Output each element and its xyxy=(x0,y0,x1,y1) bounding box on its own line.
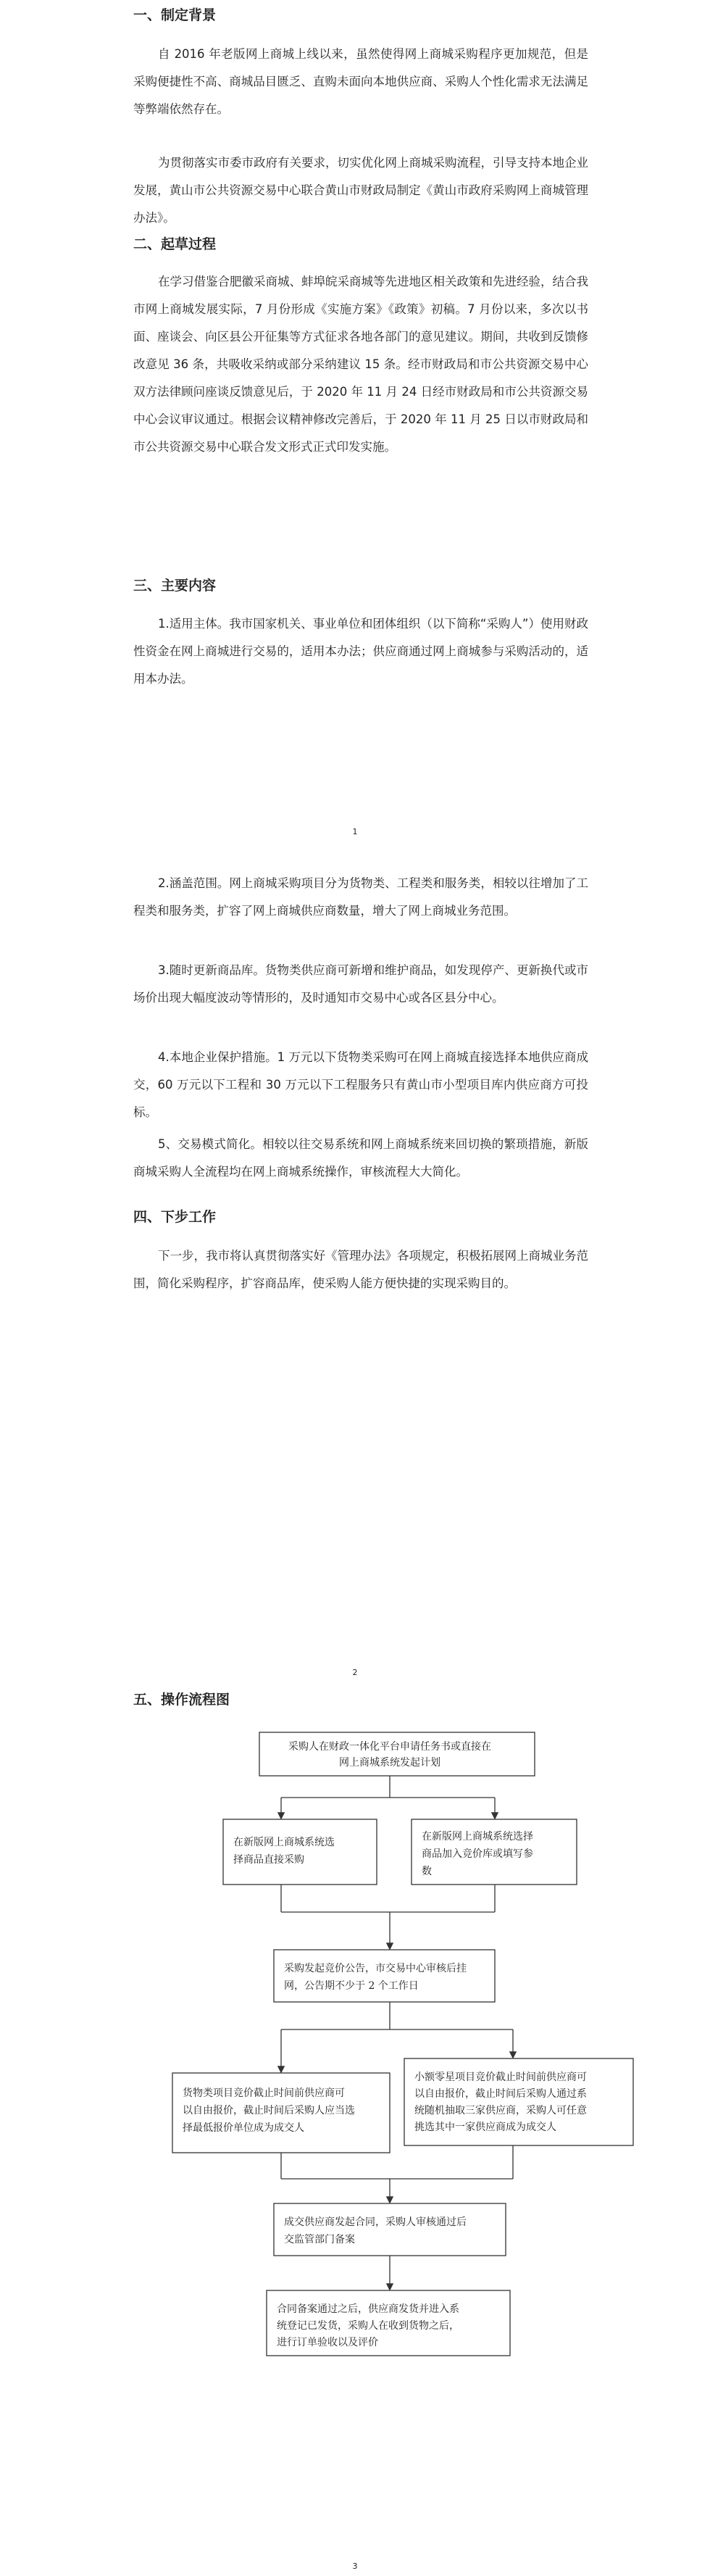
content-paragraph-2: 2.涵盖范围。网上商城采购项目分为货物类、工程类和服务类，相较以往增加了工程类和服务类，扩容了网上商城供应商数量，增大了网上商城业务范围。 xyxy=(133,876,588,918)
flow-box-bid-announcement xyxy=(274,1950,495,2002)
flow-box5-line-3: 择最低报价单位成为成交人 xyxy=(183,2122,304,2134)
flow-box5-line-2: 以自由报价，截止时间后采购人应当选 xyxy=(183,2105,355,2116)
flow-box6-line-3: 统随机抽取三家供应商，采购人可任意 xyxy=(414,2105,587,2116)
flow-box-start xyxy=(259,1732,535,1776)
flow-box8-line-3: 进行订单验收以及评价 xyxy=(277,2337,378,2348)
flow-box7-line-2: 交监管部门备案 xyxy=(284,2234,355,2245)
flow-box8-line-1: 合同备案通过之后，供应商发货并进入系 xyxy=(277,2303,459,2315)
flow-box3-line-3: 数 xyxy=(422,1866,432,1877)
section-5-heading: 五、操作流程图 xyxy=(133,1692,230,1708)
flow-box1-line-2: 网上商城系统发起计划 xyxy=(339,1757,440,1769)
section-4-heading: 四、下步工作 xyxy=(133,1209,217,1225)
section-4-paragraph-1: 下一步，我市将认真贯彻落实好《管理办法》各项规定，积极拓展网上商城业务范围，简化采购程序，扩容商品库，使采购人能方便快捷的实现采购目的。 xyxy=(133,1249,588,1290)
operation-flowchart xyxy=(0,1725,710,2551)
flow-box3-line-2: 商品加入竞价库或填写参 xyxy=(422,1848,533,1860)
flow-box6-line-4: 挑选其中一家供应商成为成交人 xyxy=(414,2122,556,2133)
flow-box4-line-2: 网，公告期不少于 2 个工作日 xyxy=(284,1980,419,1992)
flow-box3-line-1: 在新版网上商城系统选择 xyxy=(422,1831,533,1842)
flow-box6-line-1: 小额零星项目竞价截止时间前供应商可 xyxy=(414,2072,587,2083)
section-1-heading: 一、制定背景 xyxy=(133,7,217,23)
flow-box6-line-2: 以自由报价，截止时间后采购人通过系 xyxy=(414,2088,587,2100)
content-paragraph-5: 5、交易模式简化。相较以往交易系统和网上商城系统来回切换的繁琐措施，新版商城采购人全流程均在网上商城系统操作，审核流程大大简化。 xyxy=(133,1137,588,1179)
flow-box7-line-1: 成交供应商发起合同，采购人审核通过后 xyxy=(284,2216,467,2228)
page-number-3: 3 xyxy=(352,2562,358,2571)
flow-box1-line-1: 采购人在财政一体化平台申请任务书或直接在 xyxy=(288,1741,491,1753)
page-number-1: 1 xyxy=(352,827,358,836)
page-number-2: 2 xyxy=(352,1668,358,1677)
section-3-paragraph-1: 1.适用主体。我市国家机关、事业单位和团体组织（以下简称“采购人”）使用财政性资金在网上商城进行交易的，适用本办法；供应商通过网上商城参与采购活动的，适用本办法。 xyxy=(133,617,588,686)
section-2-paragraph-1: 在学习借鉴合肥徽采商城、蚌埠皖采商城等先进地区相关政策和先进经验，结合我市网上商城发展实际，7 月份形成《实施方案》《政策》初稿。7 月份以来，多次以书面、座谈会、向区县公开征集等方式征求各地各部门的意见建议。期间，共收到反馈修改意见 36 条，共吸收采纳或部分采纳建议 15 条。经市财政局和市公共资源交易中心双方法律顾问座谈反馈意见后，于 2020 年 11 月 24 日经市财政局和市公共资源交易中心会议审议通过。根据会议精神修改完善后，于 2020 年 11 月 25 日以市财政局和市公共资源交易中心联合发文形式正式印发实施。 xyxy=(133,275,588,454)
flow-box5-line-1: 货物类项目竞价截止时间前供应商可 xyxy=(183,2087,345,2099)
flow-box4-line-1: 采购发起竞价公告，市交易中心审核后挂 xyxy=(284,1963,467,1974)
content-paragraph-3: 3.随时更新商品库。货物类供应商可新增和维护商品，如发现停产、更新换代或市场价出现大幅度波动等情形的，及时通知市交易中心或各区县分中心。 xyxy=(133,963,588,1005)
section-1-paragraph-1: 自 2016 年老版网上商城上线以来，虽然使得网上商城采购程序更加规范，但是采购便捷性不高、商城品目匮乏、直购未面向本地供应商、采购人个性化需求无法满足等弊端依然存在。 xyxy=(133,47,588,116)
section-2-heading: 二、起草过程 xyxy=(133,236,217,252)
section-3-heading: 三、主要内容 xyxy=(133,578,217,594)
section-1-paragraph-2: 为贯彻落实市委市政府有关要求，切实优化网上商城采购流程，引导支持本地企业发展，黄山市公共资源交易中心联合黄山市财政局制定《黄山市政府采购网上商城管理办法》。 xyxy=(133,156,588,225)
flow-box-direct-purchase xyxy=(223,1819,377,1885)
content-paragraph-4: 4.本地企业保护措施。1 万元以下货物类采购可在网上商城直接选择本地供应商成交，60 万元以下工程和 30 万元以下工程服务只有黄山市小型项目库内供应商方可投标。 xyxy=(133,1050,588,1119)
flow-box-contract xyxy=(274,2203,506,2256)
flow-box8-line-2: 统登记已发货，采购人在收到货物之后， xyxy=(277,2320,459,2332)
flow-box2-line-2: 择商品直接采购 xyxy=(233,1854,304,1866)
flow-box2-line-1: 在新版网上商城系统选 xyxy=(233,1837,335,1848)
